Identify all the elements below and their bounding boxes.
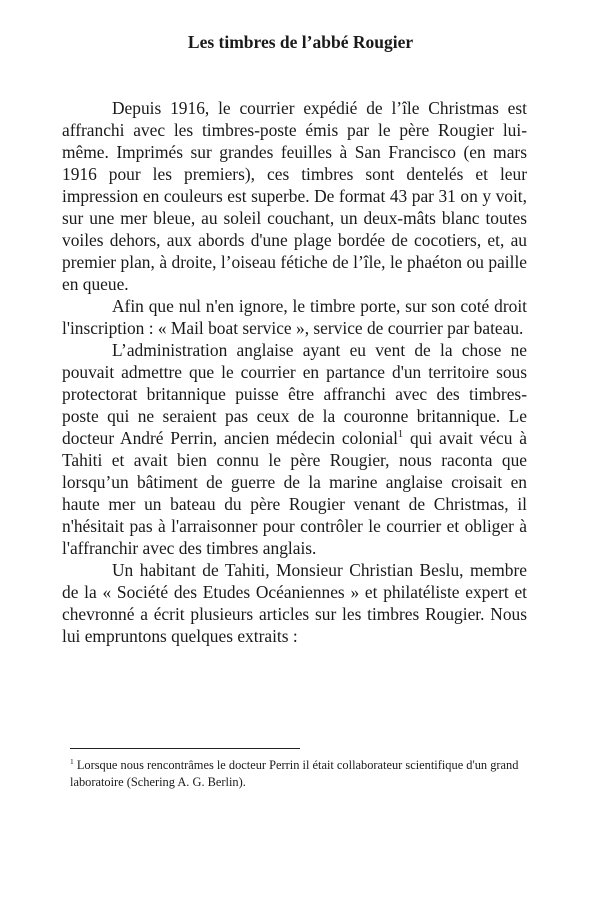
footnote-text: Lorsque nous rencontrâmes le docteur Perrin il était collaborateur scientifique d'un grand laboratoire (Schering A. G. Berlin). [70,758,519,789]
paragraph-text: Depuis 1916, le courrier expédié de l’île Christmas est affranchi avec les timbres-poste émis par le père Rougier lui-même. Imprimés sur grandes feuilles à San Francisco (en mars 1916 pour les premiers), ces timbres sont dentelés et leur impression en couleurs est superbe. De format 43 par 31 on y voit, sur une mer bleue, au soleil couchant, un deux-mâts blanc toutes voiles dehors, aux abords d'une plage bordée de cocotiers, et, au premier plan, à droite, l’oiseau fétiche de l’île, le phaéton ou paille en queue. [62,98,527,294]
footnote-divider [70,748,300,749]
paragraph-text: Un habitant de Tahiti, Monsieur Christian Beslu, membre de la « Société des Etudes Océaniennes » et philatéliste expert et chevronné a écrit plusieurs articles sur les timbres Rougier. Nous lui empruntons quelques extraits : [62,560,527,646]
paragraph-text: L’administration anglaise ayant eu vent de la chose ne pouvait admettre que le courrier en partance d'un territoire sous protectorat britannique puisse être affranchi avec des timbres-poste qui ne seraient pas ceux de la couronne britannique. Le docteur André Perrin, ancien médecin colonial [62,340,527,448]
paragraph-text: qui avait vécu à Tahiti et avait bien connu le père Rougier, nous raconta que lorsqu’un bâtiment de guerre de la marine anglaise croisait en haute mer un bateau du père Rougier venant de Christmas, il n'hésitait pas à l'arraisonner pour contrôler le courrier et obliger à l'affranchir avec des timbres anglais. [62,428,527,558]
paragraph-2 [62,295,527,339]
body-text [62,97,527,647]
footnote-marker: 1 [70,756,74,766]
paragraph-4 [62,559,527,647]
page-title: Les timbres de l’abbé Rougier [187,32,414,52]
footnote [70,757,530,791]
paragraph-1 [62,97,527,295]
footnote-reference[interactable]: 1 [397,429,404,441]
paragraph-text: Afin que nul n'en ignore, le timbre porte, sur son coté droit l'inscription : « Mail boat service », service de courrier par bateau. [62,296,527,338]
paragraph-3 [62,339,527,559]
